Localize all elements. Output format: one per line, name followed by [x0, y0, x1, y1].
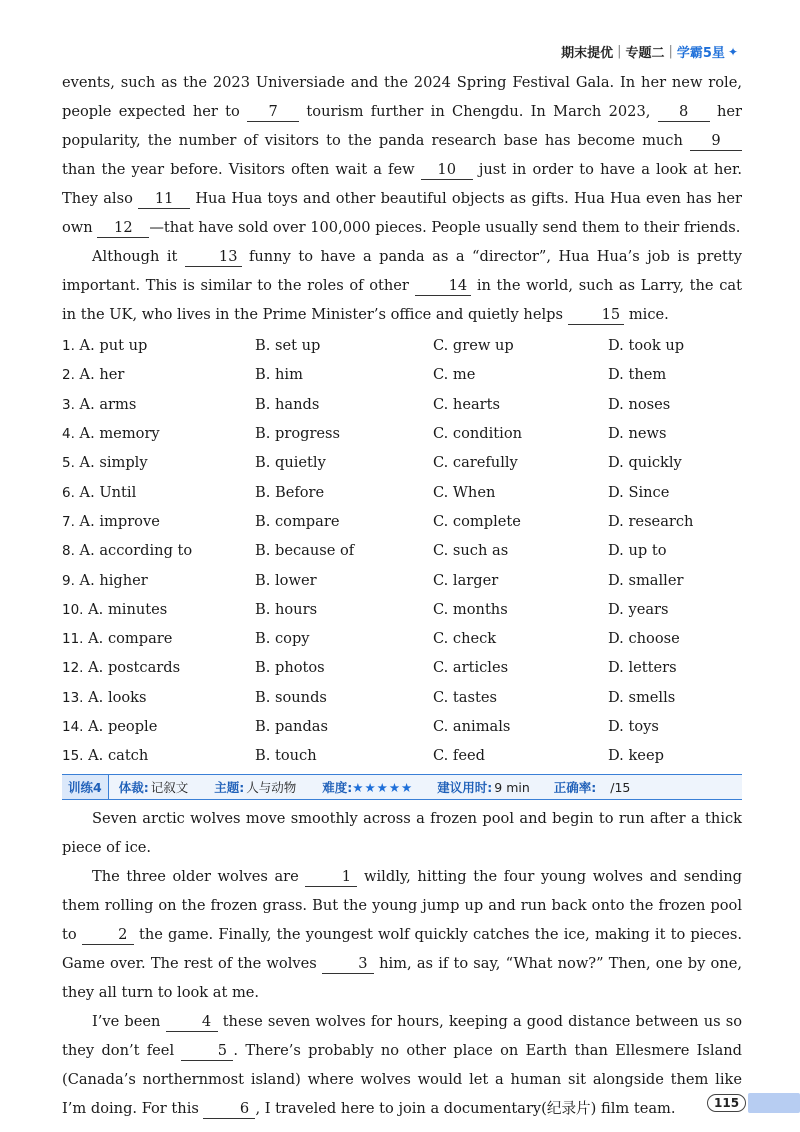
option-a[interactable]: 8. A. according to	[62, 542, 193, 560]
option-c[interactable]: C. feed	[433, 747, 485, 765]
option-row	[62, 653, 742, 682]
option-d[interactable]: D. smaller	[608, 571, 684, 589]
option-d[interactable]: D. research	[608, 512, 694, 530]
option-d[interactable]: D. Since	[608, 483, 670, 501]
question-number: 11.	[62, 631, 84, 648]
difficulty-field: 难度: ★★★★★	[322, 779, 414, 796]
page-content	[62, 68, 742, 1123]
option-c[interactable]: C. grew up	[433, 337, 514, 355]
question-number: 10.	[62, 601, 84, 618]
passage2-paragraph-2	[62, 862, 742, 1007]
page-number	[707, 1093, 800, 1113]
paragraph-text: her popularity, the number of visitors to the panda research base has become much	[62, 103, 742, 149]
header-brand: 学霸5星	[676, 46, 725, 61]
option-b[interactable]: B. lower	[255, 571, 317, 589]
option-d[interactable]: D. smells	[608, 688, 676, 706]
answer-blank[interactable]: 1	[305, 868, 357, 887]
header-section: 期末提优	[561, 46, 614, 61]
option-row	[62, 536, 742, 565]
option-c[interactable]: C. months	[433, 600, 508, 618]
header-separator: |	[617, 44, 622, 59]
answer-blank[interactable]: 4	[166, 1013, 218, 1032]
question-number: 8.	[62, 543, 75, 560]
option-a[interactable]: 1. A. put up	[62, 337, 148, 355]
paragraph-text: funny to have a panda as a “director”, Hua Hua’s job is pretty important. This is similar to the roles of other	[62, 248, 742, 294]
option-c[interactable]: C. larger	[433, 571, 499, 589]
passage1-paragraph-2	[62, 242, 742, 329]
option-row	[62, 712, 742, 741]
answer-blank[interactable]: 11	[138, 190, 190, 209]
option-b[interactable]: B. because of	[255, 542, 355, 560]
option-row	[62, 741, 742, 770]
option-d[interactable]: D. up to	[608, 542, 667, 560]
option-row	[62, 477, 742, 506]
option-a[interactable]: 14. A. people	[62, 718, 158, 735]
option-c[interactable]: C. animals	[433, 718, 511, 735]
paragraph-text: . There’s probably no other place on Earth than Ellesmere Island (Canada’s northernmost island) where wolves would let a human sit alongside them like I’m doing. For this	[62, 1042, 743, 1118]
option-c[interactable]: C. tastes	[433, 688, 497, 706]
answer-blank[interactable]: 13	[185, 248, 242, 267]
option-b[interactable]: B. hands	[255, 395, 320, 413]
paragraph-text: than the year before. Visitors often wait a few	[62, 161, 421, 178]
difficulty-stars-icon: ★★★★★	[352, 779, 414, 795]
paragraph-text: these seven wolves for hours, keeping a good distance between us so they don’t feel	[62, 1013, 742, 1060]
option-d[interactable]: D. letters	[608, 659, 677, 677]
option-c[interactable]: C. me	[433, 366, 476, 384]
brand-star-icon: ✦	[727, 44, 738, 59]
paragraph-text: The three older wolves are	[92, 868, 306, 886]
paragraph-text: Although it	[92, 248, 185, 265]
question-number: 6.	[62, 484, 75, 501]
passage2-paragraph-3	[62, 1007, 742, 1123]
option-c[interactable]: C. condition	[433, 425, 523, 443]
page-header	[561, 42, 738, 61]
answer-blank[interactable]: 7	[247, 103, 299, 122]
option-a[interactable]: 12. A. postcards	[62, 659, 181, 677]
answer-blank[interactable]: 9	[690, 132, 742, 151]
option-a[interactable]: 5. A. simply	[62, 454, 148, 472]
option-row	[62, 419, 742, 448]
option-b[interactable]: B. sounds	[255, 688, 327, 706]
option-row	[62, 331, 742, 360]
paragraph-text: tourism further in Chengdu. In March 2023,	[299, 103, 658, 120]
option-c[interactable]: C. such as	[433, 542, 509, 560]
answer-blank[interactable]: 2	[82, 926, 134, 945]
paragraph-text: in the world, such as Larry, the cat in the UK, who lives in the Prime Minister’s office and quietly helps	[62, 277, 742, 323]
option-d[interactable]: D. quickly	[608, 454, 682, 472]
topic-field: 主题: 人与动物	[214, 780, 297, 796]
option-a[interactable]: 10. A. minutes	[62, 600, 168, 618]
option-row	[62, 507, 742, 536]
option-b[interactable]: B. hours	[255, 600, 318, 618]
paragraph-text: the game. Finally, the youngest wolf quickly catches the ice, making it to pieces. Game over. The rest of the wolves	[62, 926, 742, 973]
page-number-label: 115	[707, 1094, 746, 1112]
option-row	[62, 390, 742, 419]
answer-blank[interactable]: 5	[181, 1042, 233, 1061]
option-d[interactable]: D. news	[608, 425, 667, 443]
option-a[interactable]: 6. A. Until	[62, 483, 137, 501]
option-b[interactable]: B. him	[255, 366, 303, 384]
option-b[interactable]: B. quietly	[255, 454, 326, 472]
option-b[interactable]: B. copy	[255, 630, 310, 648]
option-row	[62, 595, 742, 624]
question-number: 1.	[62, 338, 75, 355]
answer-blank[interactable]: 14	[415, 277, 472, 296]
option-row	[62, 448, 742, 477]
question-number: 5.	[62, 455, 75, 472]
option-a[interactable]: 7. A. improve	[62, 512, 160, 530]
option-d[interactable]: D. them	[608, 366, 667, 384]
option-row	[62, 683, 742, 712]
option-a[interactable]: 15. A. catch	[62, 747, 149, 765]
question-number: 2.	[62, 367, 75, 384]
option-row	[62, 360, 742, 389]
option-d[interactable]: D. took up	[608, 337, 685, 355]
paragraph-text: wildly, hitting the four young wolves and sending them rolling on the frozen grass. But the young jump up and run back onto the frozen pool to	[62, 868, 742, 944]
question-number: 3.	[62, 396, 75, 413]
question-number: 14.	[62, 719, 84, 735]
option-row	[62, 624, 742, 653]
question-number: 12.	[62, 660, 84, 677]
paragraph-text: him, as if to say, “What now?” Then, one by one, they all turn to look at me.	[62, 955, 743, 1002]
option-b[interactable]: B. Before	[255, 483, 325, 501]
question-number: 9.	[62, 572, 75, 589]
answer-blank[interactable]: 10	[421, 161, 473, 180]
paragraph-text: just in order to have a look at her. They also	[62, 161, 742, 207]
answer-blank[interactable]: 8	[658, 103, 710, 122]
header-separator: |	[668, 44, 673, 59]
paragraph-text: Hua Hua toys and other beautiful objects as gifts. Hua Hua even has her own	[62, 190, 743, 236]
paragraph-text: events, such as the 2023 Universiade and the 2024 Spring Festival Gala. In her new role, people expected her to	[62, 74, 742, 120]
training-label: 训练4	[62, 775, 109, 799]
paragraph-text: —that have sold over 100,000 pieces. People usually send them to their friends.	[149, 219, 741, 236]
answer-blank[interactable]: 15	[568, 306, 625, 325]
option-d[interactable]: D. choose	[608, 630, 680, 648]
genre-field: 体裁: 记叙文	[118, 780, 189, 796]
answer-blank[interactable]: 3	[322, 955, 374, 974]
option-a[interactable]: 9. A. higher	[62, 571, 148, 589]
paragraph-text: Seven arctic wolves move smoothly across a frozen pool and begin to run after a thick piece of ice.	[62, 810, 742, 857]
option-d[interactable]: D. keep	[608, 747, 664, 765]
paragraph-text: mice.	[624, 306, 669, 323]
option-a[interactable]: 4. A. memory	[62, 425, 160, 443]
training-info-bar	[62, 774, 742, 800]
options-list	[62, 331, 742, 770]
passage1-paragraph-1	[62, 68, 742, 242]
page-tab-decoration	[748, 1093, 800, 1113]
paragraph-text: , I traveled here to join a documentary(纪录片) film team.	[255, 1100, 676, 1118]
option-a[interactable]: 3. A. arms	[62, 395, 137, 413]
option-b[interactable]: B. pandas	[255, 718, 328, 735]
answer-blank[interactable]: 6	[203, 1100, 255, 1119]
option-d[interactable]: D. years	[608, 600, 669, 618]
option-b[interactable]: B. photos	[255, 659, 325, 677]
option-c[interactable]: C. hearts	[433, 395, 500, 413]
option-d[interactable]: D. toys	[608, 718, 659, 735]
option-a[interactable]: 13. A. looks	[62, 688, 147, 706]
suggested-time-field: 建议用时: 9 min	[437, 779, 530, 796]
option-c[interactable]: C. articles	[433, 659, 509, 677]
option-b[interactable]: B. progress	[255, 425, 341, 443]
option-row	[62, 565, 742, 594]
question-number: 7.	[62, 513, 75, 530]
passage2-paragraph-1	[62, 804, 742, 862]
question-number: 13.	[62, 689, 84, 706]
paragraph-text: I’ve been	[92, 1013, 166, 1031]
option-d[interactable]: D. noses	[608, 395, 671, 413]
option-c[interactable]: C. carefully	[433, 454, 518, 472]
option-c[interactable]: C. complete	[433, 512, 521, 530]
header-topic: 专题二	[625, 46, 665, 61]
option-b[interactable]: B. compare	[255, 512, 340, 530]
question-number: 4.	[62, 426, 75, 443]
option-b[interactable]: B. set up	[255, 337, 321, 355]
option-b[interactable]: B. touch	[255, 747, 317, 765]
option-c[interactable]: C. When	[433, 483, 496, 501]
accuracy-field: 正确率: /15	[553, 779, 631, 796]
question-number: 15.	[62, 748, 84, 765]
option-a[interactable]: 11. A. compare	[62, 630, 173, 648]
option-a[interactable]: 2. A. her	[62, 366, 125, 384]
option-c[interactable]: C. check	[433, 630, 497, 648]
answer-blank[interactable]: 12	[97, 219, 149, 238]
